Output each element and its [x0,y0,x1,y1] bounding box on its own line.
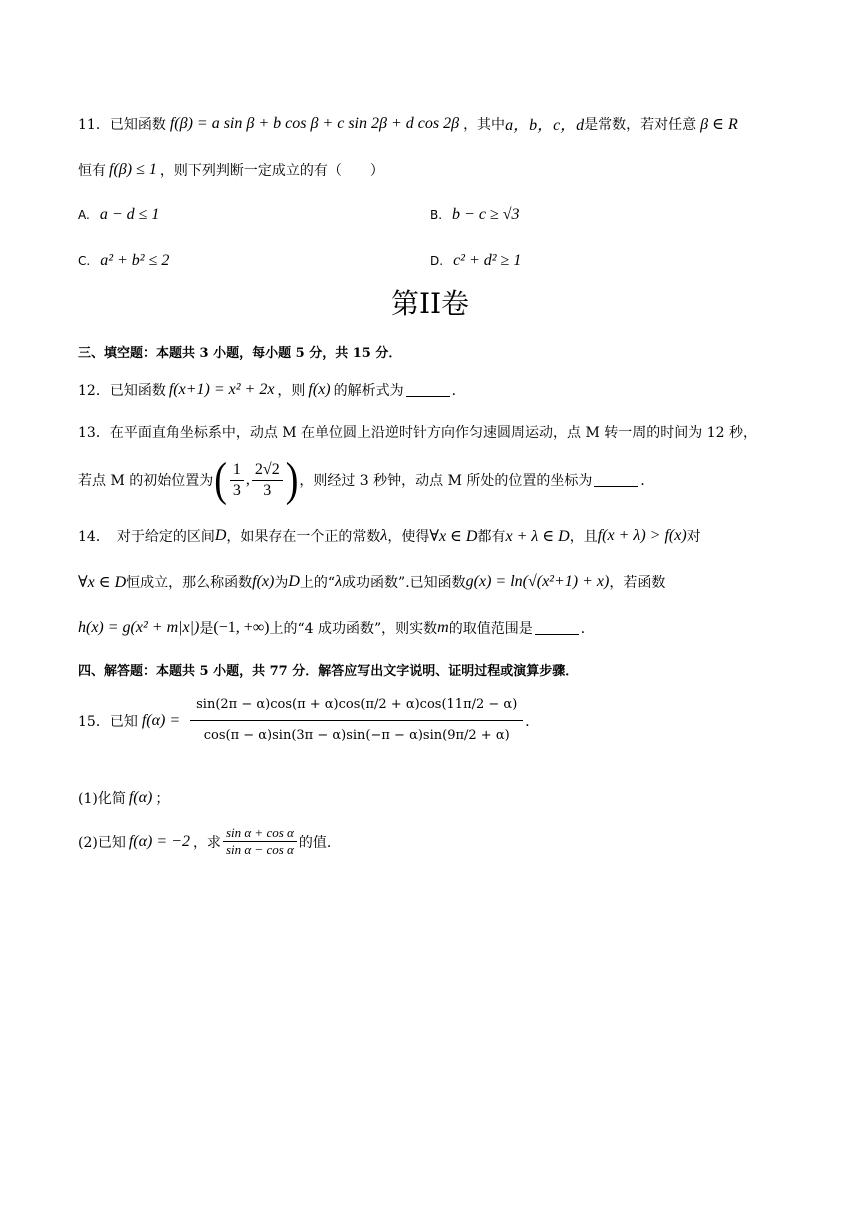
q14-line1: 14． 对于给定的区间 D ，如果存在一个正的常数 λ ，使得 ∀x ∈ D 都有 x + λ ∈ D ，且 f(x + λ) > f(x) 对 [78,527,701,545]
q11-option-c[interactable]: C. a² + b² ≤ 2 [78,252,170,269]
q11-line1: 11． 已知函数 f(β) = a sin β + b cos β + c sin 2β + d cos 2β ，其中 a，b，c，d 是常数，若对任意 β ∈ R [78,114,738,134]
part-ii-title: 第II卷 [390,287,470,320]
q14-line3: h(x) = g(x² + m|x|) 是 (−1, +∞) 上的“4 成功函数”，则实数 m 的取值范围是 ． [78,619,595,637]
q11-option-a[interactable]: A. a − d ≤ 1 [78,206,160,223]
q15-numerator: sin(2π − α)cos(π + α)cos(π/2 + α)cos(11π/2 − α) [190,690,523,721]
q15-definition: 15．已知 f(α) = $\frac{\sin(2\pi - \alpha)\cos(\pi + \alpha)\cos(\pi/2 + \alpha)\cos(11\pi/2 - \alpha)}{\cos(\pi - \alpha)\sin(3\pi - \alpha)\sin(-\pi - \alpha)\sin(9\pi/2 + \alpha)}$ ． [78,690,539,752]
q11-function: f(β) = a sin β + b cos β + c sin 2β + d cos 2β [169,114,460,132]
q15-ratio: $\frac{\text{sin α + cos α}}{\text{sin α − cos α}}$ [223,826,297,858]
q11-option-d[interactable]: D. c² + d² ≥ 1 [430,252,522,269]
q13-line1: 13．在平面直角坐标系中，动点 M 在单位圆上沿逆时针方向作匀速圆周运动，点 M 转一周的时间为 12 秒， [78,425,757,441]
q15-denominator: cos(π − α)sin(3π − α)sin(−π − α)sin(9π/2 + α) [203,728,510,744]
q11-number: 11． [78,116,110,133]
section3-heading: 三、填空题：本题共 3 小题，每小题 5 分，共 15 分． [78,346,402,361]
q14-answer-blank[interactable] [535,622,579,635]
q13-line2: 若点 M 的初始位置为 ( $\frac{1}{3}$ , $\frac{2√2}{3}$ ) ，则经过 3 秒钟，动点 M 所处的位置的坐标为 ． [78,453,655,507]
q12-answer-blank[interactable] [406,384,450,397]
q13-frac-1: $\frac{1}{3}$ [230,461,244,499]
q15-sub1: (1)化简 f(α) ； [78,789,170,807]
q13-frac-2: $\frac{2√2}{3}$ [252,461,283,499]
q15-sub2: (2)已知 f(α) = −2 ，求 $\frac{\text{sin α + cos α}}{\text{sin α − cos α}}$ 的值． [78,825,341,858]
q13-answer-blank[interactable] [594,474,638,487]
q12: 12． 已知函数 f(x+1) = x² + 2x ，则 f(x) 的解析式为 ． [78,381,466,399]
section4-heading: 四、解答题：本题共 5 小题，共 77 分．解答应写出文字说明、证明过程或演算步骤． [78,664,579,679]
q11-line2: 恒有 f(β) ≤ 1 ，则下列判断一定成立的有（ ） [78,161,384,179]
q14-line2: ∀x ∈ D 恒成立，那么称函数 f(x) 为 D 上的“ λ 成功函数”.已知函数 g(x) = ln(√(x²+1) + x) ，若函数 [78,573,666,591]
q15-big-fraction [190,690,523,752]
q11-option-b[interactable]: B. b − c ≥ √3 [430,206,520,223]
